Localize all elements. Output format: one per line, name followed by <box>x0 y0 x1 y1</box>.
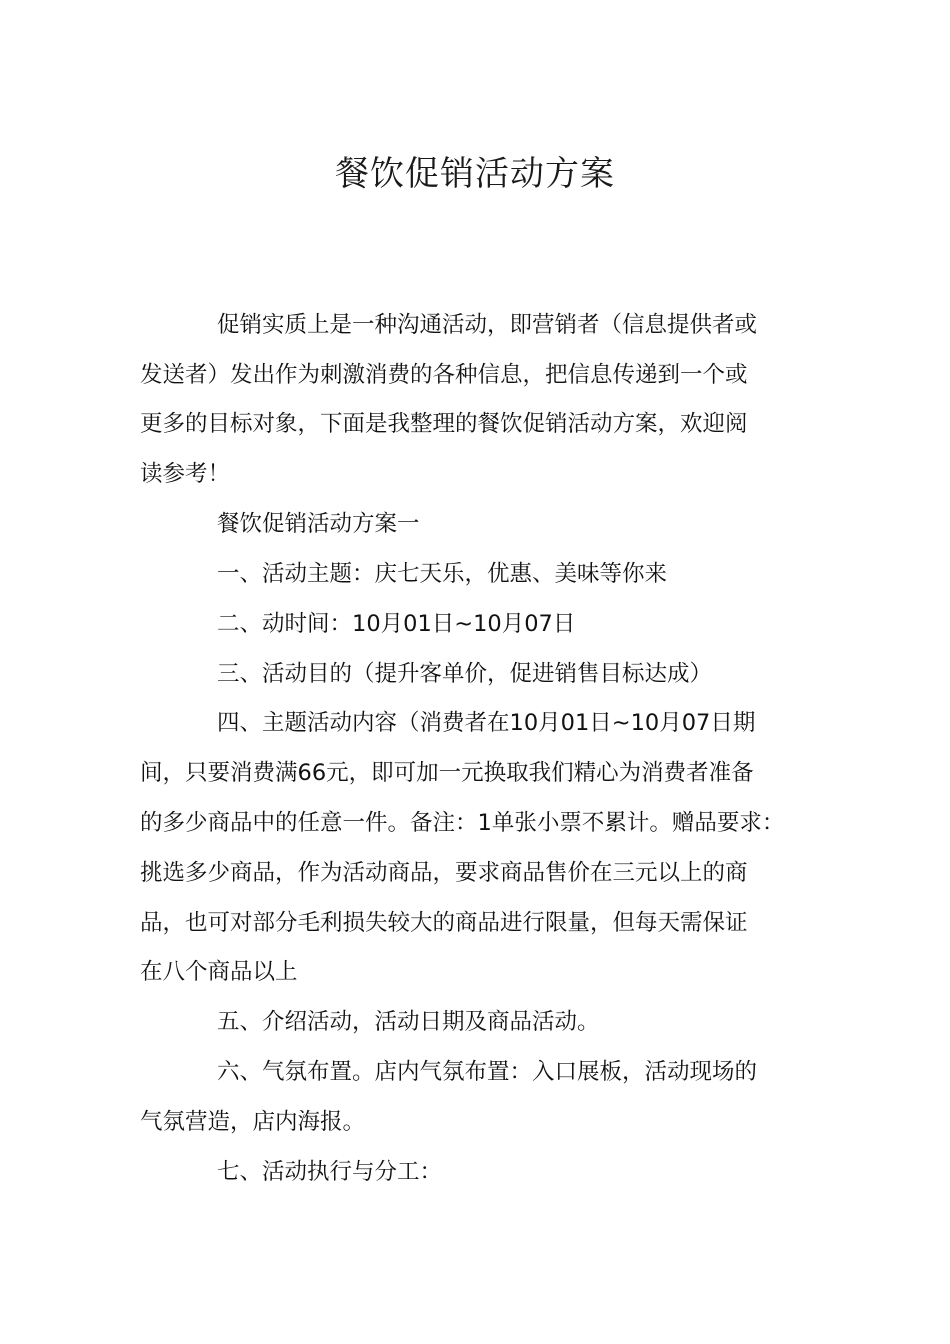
section-heading: 餐饮促销活动方案一 <box>217 511 420 537</box>
paragraph-line: 的多少商品中的任意一件。备注：1单张小票不累计。赠品要求： <box>140 810 785 836</box>
paragraph-line: 间，只要消费满66元，即可加一元换取我们精心为消费者准备 <box>140 760 754 786</box>
paragraph-line: 三、活动目的（提升客单价，促进销售目标达成） <box>217 661 713 687</box>
paragraph-line: 一、活动主题：庆七天乐，优惠、美味等你来 <box>217 561 668 587</box>
paragraph-line: 七、活动执行与分工： <box>217 1159 443 1185</box>
paragraph-line: 更多的目标对象，下面是我整理的餐饮促销活动方案，欢迎阅 <box>140 411 748 437</box>
paragraph-line: 二、动时间：10月01日~10月07日 <box>217 611 576 637</box>
paragraph-line: 挑选多少商品，作为活动商品，要求商品售价在三元以上的商 <box>140 860 748 886</box>
paragraph-line: 读参考！ <box>140 461 231 487</box>
paragraph-line: 气氛营造，店内海报。 <box>140 1109 366 1135</box>
paragraph-line: 四、主题活动内容（消费者在10月01日~10月07日期 <box>217 710 756 736</box>
paragraph-line: 发送者）发出作为刺激消费的各种信息，把信息传递到一个或 <box>140 362 748 388</box>
paragraph-line: 在八个商品以上 <box>140 959 298 985</box>
paragraph-line: 品，也可对部分毛利损失较大的商品进行限量，但每天需保证 <box>140 910 748 936</box>
document-title: 餐饮促销活动方案 <box>335 154 615 194</box>
paragraph-line: 促销实质上是一种沟通活动，即营销者（信息提供者或 <box>217 312 758 338</box>
paragraph-line: 六、气氛布置。店内气氛布置：入口展板，活动现场的 <box>217 1059 758 1085</box>
paragraph-line: 五、介绍活动，活动日期及商品活动。 <box>217 1009 600 1035</box>
